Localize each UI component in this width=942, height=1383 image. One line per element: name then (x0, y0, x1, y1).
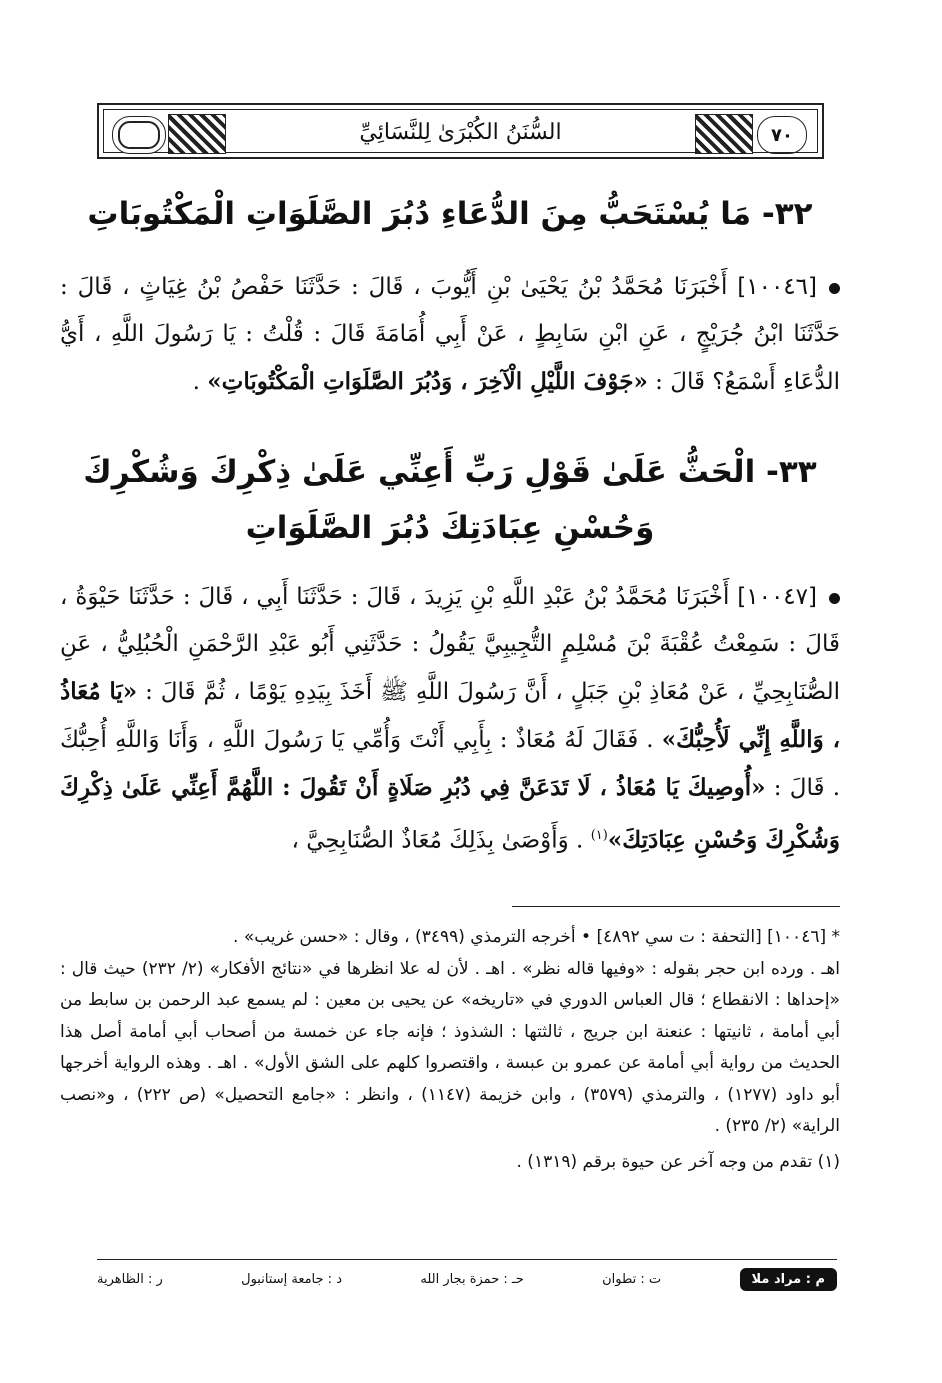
hadith-ref: [١٠٠٤٦] (737, 274, 817, 300)
chapter-33-heading-line2: وَحُسْنِ عِبَادَتِكَ دُبُرَ الصَّلَوَاتِ (245, 510, 655, 546)
siglum-m: م : مراد ملا (740, 1268, 838, 1291)
book-seal-icon (112, 116, 166, 154)
footnote-takhrij-header: * [١٠٠٤٦] [التحفة : ت سي ٤٨٩٢] • أخرجه الترمذي (٣٤٩٩) ، وقال : «حسن غريب» . (233, 927, 840, 947)
hadith-text: أَخْبَرَنَا مُحَمَّدُ بْنُ يَحْيَىٰ بْنِ أَيُّوبَ ، قَالَ : حَدَّثَنَا حَفْصُ بْنُ غِيَاثٍ ، قَالَ : حَدَّثَنَا ابْنُ جُرَيْجٍ ، عَنِ ابْنِ سَابِطٍ ، عَنْ أَبِي أُمَامَةَ قَالَ : قُلْتُ : يَا رَسُولَ اللَّهِ ، أَيُّ الدُّعَاءِ أَسْمَعُ؟ قَالَ : (60, 274, 840, 395)
hadith-text-part2: . فَقَالَ لَهُ مُعَاذٌ : بِأَبِي أَنْتَ وَأُمِّي يَا رَسُولَ اللَّهِ ، وَأَنَا وَاللَّهِ أُحِبُّكَ . قَالَ : (60, 727, 841, 801)
book-title: السُّنَنُ الكُبْرَىٰ لِلنَّسَائِيِّ (359, 120, 562, 145)
siglum-r: ر : الظاهرية (97, 1271, 163, 1287)
footnote-takhrij-body: اهـ . ورده ابن حجر بقوله : «وفيها قاله نظر» . اهـ . لأن له علا انظرها في «نتائج الأفكار» (٢/ ٢٣٢) حيث قال : «إحداها : الانقطاع ؛ قال العباس الدوري في «تاريخه» عن يحيى بن معين : لم يسمع عبد الرحمن بن سابط من أبي أمامة ، ثانيتها : عنعنة ابن جريج ، ثالثتها : الشذوذ ؛ فإنه جاء عن خمسة من أصحاب أبي أمامة أصل هذا الحديث من رواية أبي أمامة عن عمرو بن عبسة ، واقتصروا كلهم على الشق الأول» . اهـ . وهذه الرواية أخرجها أبو داود (١٢٧٧) ، والترمذي (٣٥٧٩) ، وابن خزيمة (١١٤٧) ، وانظر : «جامع التحصيل» (ص ٢٢٢) ، و«نصب الراية» (٢/ ٢٣٥) . (60, 958, 841, 1136)
chapter-33-heading-line1: ٣٣- الْحَثُّ عَلَىٰ قَوْلِ رَبِّ أَعِنِّي عَلَىٰ ذِكْرِكَ وَشُكْرِكَ (83, 454, 817, 490)
footnotes (60, 922, 840, 1178)
ornament-right (695, 114, 753, 154)
hadith-quote2: «أُوصِيكَ يَا مُعَاذُ ، لَا تَدَعَنَّ فِي دُبُرِ صَلَاةٍ أَنْ تَقُولَ : اللَّهُمَّ أَعِنِّي عَلَىٰ ذِكْرِكَ وَشُكْرِكَ وَحُسْنِ عِبَادَتِكَ» (60, 774, 840, 854)
hadith-text-part1: أَخْبَرَنَا مُحَمَّدُ بْنُ عَبْدِ اللَّهِ بْنِ يَزِيدَ ، قَالَ : حَدَّثَنَا أَبِي ، قَالَ : حَدَّثَنَا حَيْوَةُ ، قَالَ : سَمِعْتُ عُقْبَةَ بْنَ مُسْلِمٍ التُّجِيبِيَّ يَقُولُ : حَدَّثَنِي أَبُو عَبْدِ الرَّحْمَنِ الْحُبُلِيُّ ، عَنِ الصُّنَابِحِيِّ ، عَنْ مُعَاذِ بْنِ جَبَلٍ ، أَنَّ رَسُولَ اللَّهِ ﷺ أَخَذَ بِيَدِهِ يَوْمًا ، ثُمَّ قَالَ : (60, 584, 840, 705)
hadith-end: . (192, 369, 208, 395)
chapter-32-heading: ٣٢- مَا يُسْتَحَبُّ مِنَ الدُّعَاءِ دُبُرَ الصَّلَوَاتِ الْمَكْتُوبَاتِ (87, 196, 813, 232)
chapter-33-heading (60, 444, 840, 556)
siglum-t: ت : تطوان (602, 1271, 662, 1287)
footnote-divider (512, 906, 840, 907)
hadith-10046 (60, 264, 840, 406)
hadith-quote: «جَوْفَ اللَّيْلِ الْآخِرَ ، وَدُبُرَ الصَّلَوَاتِ الْمَكْتُوبَاتِ» (207, 368, 648, 395)
page-number: ٧٠ (757, 116, 807, 154)
hadith-quote1: «يَا مُعَاذُ ، وَاللَّهِ إِنِّي لَأُحِبُّكَ» (60, 678, 840, 753)
header-frame (103, 109, 818, 153)
footer-divider (97, 1259, 837, 1260)
footnote-1: (١) تقدم من وجه آخر عن حيوة برقم (١٣١٩) . (516, 1151, 840, 1172)
hadith-10047 (60, 574, 840, 865)
footnote-marker: (١) (590, 828, 608, 843)
hadith-ref: [١٠٠٤٧] (737, 584, 818, 610)
hadith-text-part3: . وَأَوْصَىٰ بِذَلِكَ مُعَاذٌ الصُّنَابِحِيَّ ، (291, 827, 584, 854)
page-header (97, 103, 824, 159)
manuscript-sigla (97, 1264, 837, 1294)
ornament-left (168, 114, 226, 154)
siglum-h: حـ : حمزة بجار الله (420, 1271, 524, 1287)
siglum-d: د : جامعة إستانبول (241, 1271, 342, 1287)
bullet-icon (829, 283, 840, 294)
bullet-icon (829, 593, 840, 604)
